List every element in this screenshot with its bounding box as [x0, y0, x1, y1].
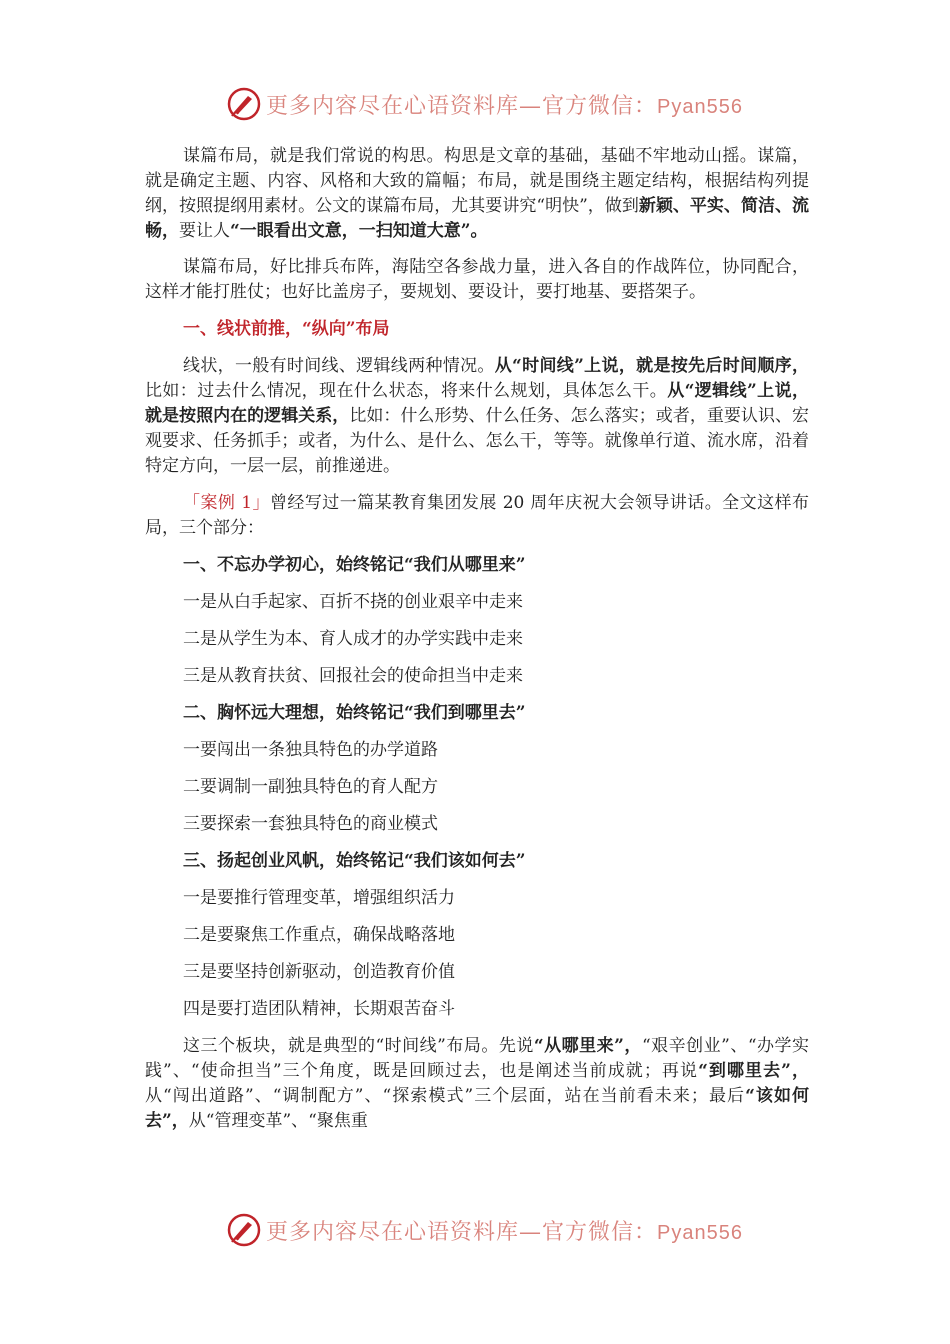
outline-title: 二、胸怀远大理想，始终铭记“我们到哪里去” — [183, 703, 526, 723]
case-paragraph: 「案例 1」曾经写过一篇某教育集团发展 20 周年庆祝大会领导讲话。全文这样布局，三个部分： — [145, 493, 809, 538]
case-label: 「案例 1」 — [183, 493, 270, 513]
document-body — [145, 144, 809, 1134]
footer-banner — [0, 1210, 950, 1250]
outline-item: 三要探索一套独具特色的商业模式 — [183, 814, 438, 834]
outline-item: 一要闯出一条独具特色的办学道路 — [183, 740, 438, 760]
paragraph: 线状，一般有时间线、逻辑线两种情况。从“时间线”上说，就是按先后时间顺序，比如：过去什么情况，现在什么状态，将来什么规划，具体怎么干。从“逻辑线”上说，就是按照内在的逻辑关系，比如：什么形势、什么任务、怎么落实；或者，重要认识、宏观要求、任务抓手；或者，为什么、是什么、怎么干，等等。就像单行道、流水席，沿着特定方向，一层一层，前推递进。 — [145, 356, 810, 476]
section-heading: 一、线状前推，“纵向”布局 — [183, 319, 390, 339]
outline-item: 二要调制一副独具特色的育人配方 — [183, 777, 438, 797]
outline-item: 二是要聚焦工作重点，确保战略落地 — [183, 925, 455, 945]
pen-logo-icon — [226, 1212, 262, 1248]
outline-title: 三、扬起创业风帆，始终铭记“我们该如何去” — [183, 851, 526, 871]
banner-wechat: Pyan556 — [657, 1221, 743, 1244]
outline-item: 三是从教育扶贫、回报社会的使命担当中走来 — [183, 666, 523, 686]
outline-item: 一是从白手起家、百折不挠的创业艰辛中走来 — [183, 592, 523, 612]
header-banner — [0, 84, 950, 124]
banner-wechat: Pyan556 — [657, 95, 743, 118]
outline-title: 一、不忘办学初心，始终铭记“我们从哪里来” — [183, 555, 526, 575]
pen-logo-icon — [226, 86, 262, 122]
outline-item: 二是从学生为本、育人成才的办学实践中走来 — [183, 629, 523, 649]
outline-item: 四是要打造团队精神，长期艰苦奋斗 — [183, 999, 455, 1019]
paragraph: 谋篇布局，好比排兵布阵，海陆空各参战力量，进入各自的作战阵位，协同配合，这样才能打胜仗；也好比盖房子，要规划、要设计，要打地基、要搭架子。 — [145, 257, 809, 302]
outline-item: 三是要坚持创新驱动，创造教育价值 — [183, 962, 455, 982]
banner-text: 更多内容尽在心语资料库—官方微信：Pyan556 — [266, 93, 743, 119]
paragraph: 谋篇布局，就是我们常说的构思。构思是文章的基础，基础不牢地动山摇。谋篇，就是确定主题、内容、风格和大致的篇幅；布局，就是围绕主题定结构，根据结构列提纲，按照提纲用素材。公文的谋篇布局，尤其要讲究“明快”，做到新颖、平实、简洁、流畅，要让人“一眼看出文意，一扫知道大意”。 — [145, 146, 809, 241]
banner-text: 更多内容尽在心语资料库—官方微信：Pyan556 — [266, 1219, 743, 1245]
outline-item: 一是要推行管理变革，增强组织活力 — [183, 888, 455, 908]
paragraph: 这三个板块，就是典型的“时间线”布局。先说“从哪里来”，“艰辛创业”、“办学实践”、“使命担当”三个角度，既是回顾过去，也是阐述当前成就；再说“到哪里去”，从“闯出道路”、“调制配方”、“探索模式”三个层面，站在当前看未来；最后“该如何去”，从“管理变革”、“聚焦重 — [145, 1036, 810, 1131]
